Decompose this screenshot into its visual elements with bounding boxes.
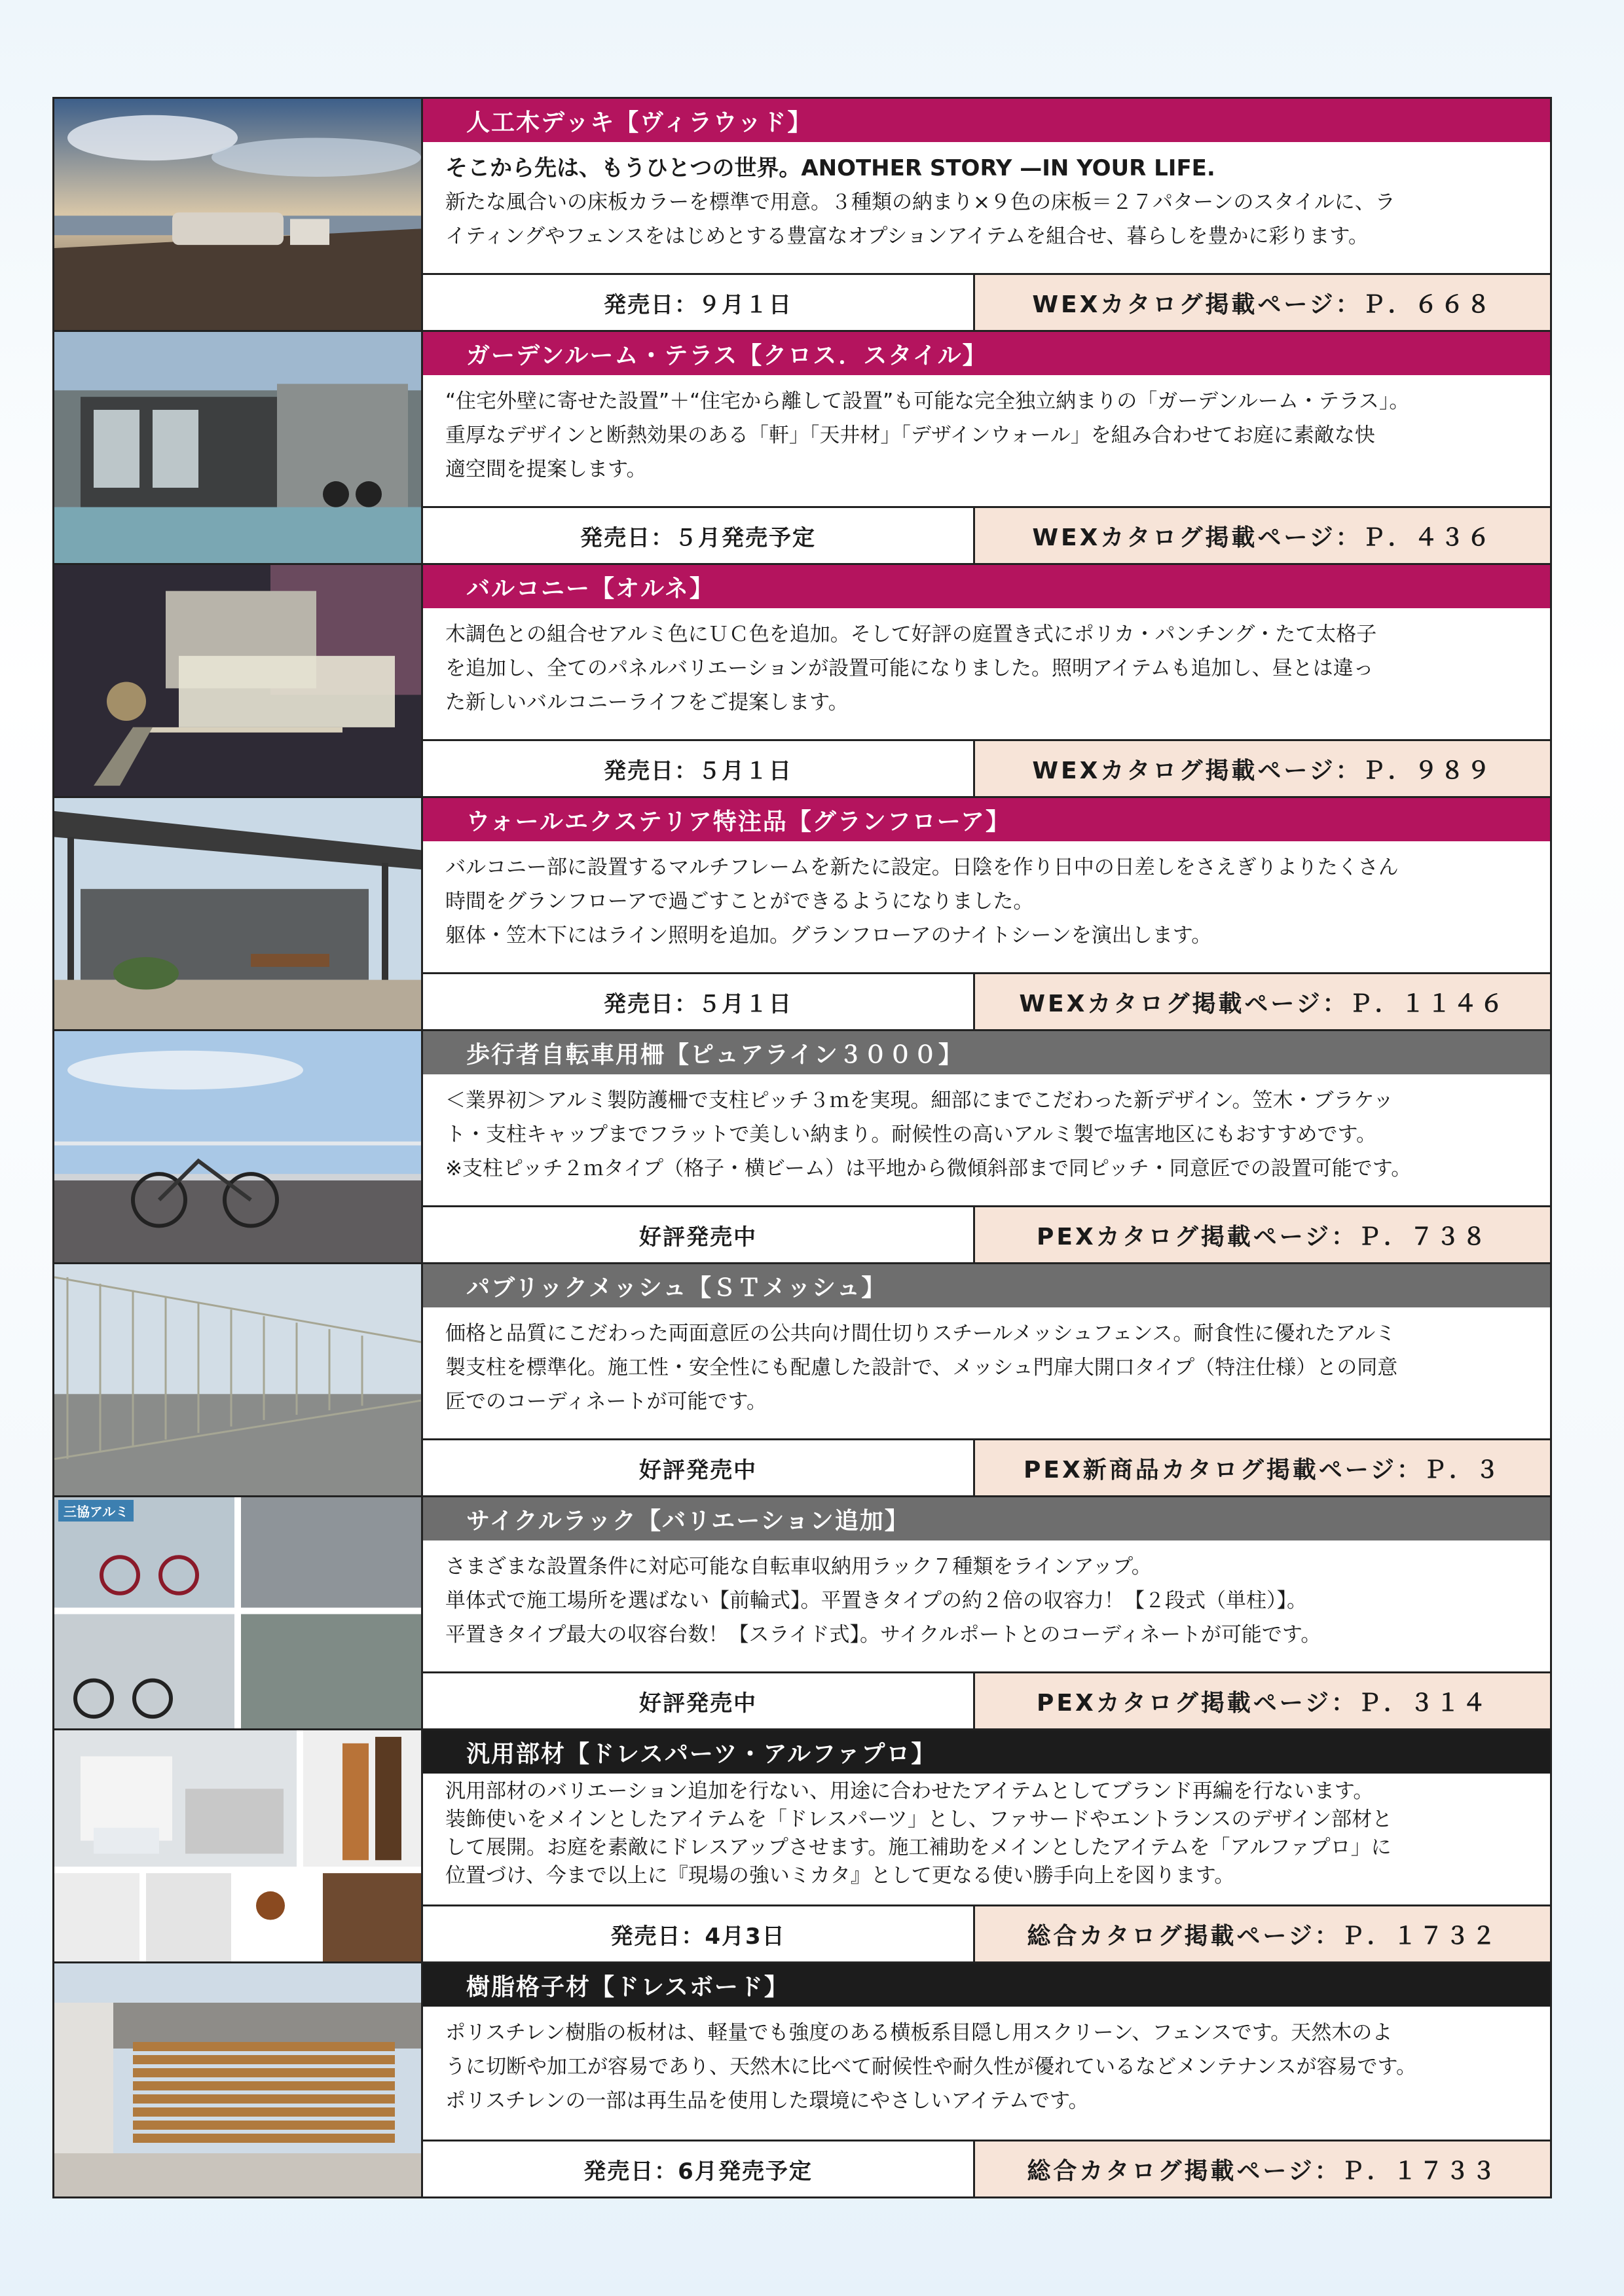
- product-description: [423, 142, 1550, 275]
- description-line: さまざまな設置条件に対応可能な自転車収納用ラック７種類をラインアップ。: [445, 1555, 1152, 1578]
- product-row-pure-line: [54, 1031, 1550, 1264]
- product-footer: [423, 1906, 1550, 1961]
- description-line: 躯体・笠木下にはライン照明を追加。グランフローアのナイトシーンを演出します。: [445, 924, 1212, 947]
- catalog-page: WEXカタログ掲載ページ：Ｐ．６６８: [975, 275, 1550, 330]
- release-date: 発売日：５月１日: [423, 974, 975, 1029]
- product-description: [423, 1074, 1550, 1207]
- release-date: 好評発売中: [423, 1673, 975, 1728]
- catalog-page: PEX新商品カタログ掲載ページ：Ｐ．３: [975, 1440, 1550, 1495]
- product-title: パブリックメッシュ【ＳＴメッシュ】: [423, 1264, 1550, 1307]
- product-footer: [423, 2141, 1550, 2196]
- product-lead: そこから先は、もうひとつの世界。ANOTHER STORY —IN YOUR LIFE.: [445, 155, 1215, 181]
- description-line: して展開。お庭を素敵にドレスアップさせます。施工補助をメインとしたアイテムを「アルファプロ」に: [445, 1836, 1392, 1859]
- product-photo: [54, 1264, 423, 1495]
- product-description: [423, 375, 1550, 508]
- catalog-page: PEXカタログ掲載ページ：Ｐ．７３８: [975, 1207, 1550, 1262]
- release-date: 好評発売中: [423, 1440, 975, 1495]
- release-date: 発売日：4月3日: [423, 1906, 975, 1961]
- description-line: ポリスチレンの一部は再生品を使用した環境にやさしいアイテムです。: [445, 2089, 1089, 2113]
- product-description: [423, 608, 1550, 741]
- description-line: “住宅外壁に寄せた設置”＋“住宅から離して設置”も可能な完全独立納まりの「ガーデンルーム・テラス」。: [445, 390, 1410, 413]
- product-photo: [54, 1730, 423, 1961]
- description-line: 位置づけ、今まで以上に『現場の強いミカタ』として更なる使い勝手向上を図ります。: [445, 1864, 1235, 1887]
- description-line: ＜業界初＞アルミ製防護柵で支柱ピッチ３ｍを実現。細部にまでこだわった新デザイン。笠木・ブラケッ: [445, 1089, 1394, 1112]
- deck-sunset-photo: [54, 99, 421, 330]
- cycle-rack-collage-photo: [54, 1497, 421, 1728]
- product-row-cross-style: [54, 332, 1550, 565]
- product-content: [423, 1497, 1550, 1728]
- description-line: うに切断や加工が容易であり、天然木に比べて耐候性や耐久性が優れているなどメンテナンスが容易です。: [445, 2055, 1417, 2079]
- resin-fence-photo: [54, 1963, 421, 2196]
- product-photo: [54, 565, 423, 796]
- description-line: 平置きタイプ最大の収容台数！【スライド式】。サイクルポートとのコーディネートが可能です。: [445, 1623, 1321, 1647]
- catalog-page: WEXカタログ掲載ページ：Ｐ．４３６: [975, 508, 1550, 563]
- release-date: 発売日：５月発売予定: [423, 508, 975, 563]
- product-footer: [423, 1673, 1550, 1728]
- product-photo: [54, 1497, 423, 1728]
- product-description: [423, 2007, 1550, 2141]
- product-row-cycle-rack: [54, 1497, 1550, 1730]
- product-photo: [54, 1031, 423, 1262]
- mesh-fence-photo: [54, 1264, 421, 1495]
- catalog-page: 総合カタログ掲載ページ：Ｐ．１７３３: [975, 2141, 1550, 2196]
- product-photo: [54, 332, 423, 563]
- description-line: 単体式で施工場所を選ばない【前輪式】。平置きタイプの約２倍の収容力！【２段式（単柱）】。: [445, 1589, 1307, 1613]
- product-title: 汎用部材【ドレスパーツ・アルファプロ】: [423, 1730, 1550, 1774]
- product-content: [423, 798, 1550, 1029]
- release-date: 発売日：５月１日: [423, 741, 975, 796]
- description-line: 時間をグランフローアで過ごすことができるようになりました。: [445, 890, 1034, 913]
- description-line: 価格と品質にこだわった両面意匠の公共向け間仕切りスチールメッシュフェンス。耐食性に優れたアルミ: [445, 1322, 1396, 1345]
- catalog-page: 総合カタログ掲載ページ：Ｐ．１７３２: [975, 1906, 1550, 1961]
- garden-room-photo: [54, 332, 421, 563]
- product-footer: [423, 974, 1550, 1029]
- product-footer: [423, 508, 1550, 563]
- product-content: [423, 99, 1550, 330]
- description-line: 製支柱を標準化。施工性・安全性にも配慮した設計で、メッシュ門扉大開口タイプ（特注仕様）との同意: [445, 1356, 1398, 1379]
- product-footer: [423, 741, 1550, 796]
- dress-parts-collage-photo: [54, 1730, 421, 1961]
- description-line: を追加し、全てのパネルバリエーションが設置可能になりました。照明アイテムも追加し、昼とは違っ: [445, 657, 1374, 680]
- product-content: [423, 1730, 1550, 1961]
- product-row-dress-parts: [54, 1730, 1550, 1963]
- terrace-frame-photo: [54, 798, 421, 1029]
- description-line: 匠でのコーディネートが可能です。: [445, 1390, 767, 1413]
- product-content: [423, 1031, 1550, 1262]
- catalog-page: WEXカタログ掲載ページ：Ｐ．９８９: [975, 741, 1550, 796]
- product-description: [423, 1540, 1550, 1673]
- product-photo: [54, 798, 423, 1029]
- product-title: 歩行者自転車用柵【ピュアライン３０００】: [423, 1031, 1550, 1074]
- description-line: 装飾使いをメインとしたアイテムを「ドレスパーツ」とし、ファサードやエントランスのデザイン部材と: [445, 1808, 1393, 1831]
- product-footer: [423, 1207, 1550, 1262]
- release-date: 発売日：6月発売予定: [423, 2141, 975, 2196]
- product-footer: [423, 1440, 1550, 1495]
- product-row-dress-board: [54, 1963, 1550, 2196]
- product-content: [423, 565, 1550, 796]
- product-title: ウォールエクステリア特注品【グランフローア】: [423, 798, 1550, 841]
- description-line: イティングやフェンスをはじめとする豊富なオプションアイテムを組合せ、暮らしを豊かに彩ります。: [445, 225, 1369, 248]
- product-content: [423, 1264, 1550, 1495]
- product-photo: [54, 1963, 423, 2196]
- product-title: ガーデンルーム・テラス【クロス．スタイル】: [423, 332, 1550, 375]
- description-line: 汎用部材のバリエーション追加を行ない、用途に合わせたアイテムとしてブランド再編を行ないます。: [445, 1779, 1374, 1803]
- description-line: 重厚なデザインと断熱効果のある「軒」「天井材」「デザインウォール」を組み合わせてお庭に素敵な快: [445, 424, 1375, 447]
- product-row-st-mesh: [54, 1264, 1550, 1497]
- product-list: [52, 97, 1552, 2198]
- product-title: 人工木デッキ【ヴィラウッド】: [423, 99, 1550, 142]
- product-description: [423, 841, 1550, 974]
- release-date: 好評発売中: [423, 1207, 975, 1262]
- product-row-villa-wood: [54, 99, 1550, 332]
- description-line: ポリスチレン樹脂の板材は、軽量でも強度のある横板系目隠し用スクリーン、フェンスです。天然木のよ: [445, 2021, 1393, 2045]
- brand-badge: 三協アルミ: [58, 1500, 134, 1522]
- product-content: [423, 332, 1550, 563]
- product-photo: [54, 99, 423, 330]
- product-title: サイクルラック【バリエーション追加】: [423, 1497, 1550, 1540]
- balcony-night-photo: [54, 565, 421, 796]
- description-line: 木調色との組合せアルミ色にＵＣ色を追加。そして好評の庭置き式にポリカ・パンチング・たて太格子: [445, 623, 1377, 646]
- product-title: バルコニー【オルネ】: [423, 565, 1550, 608]
- product-content: [423, 1963, 1550, 2196]
- description-line: 適空間を提案します。: [445, 458, 647, 481]
- product-description: [423, 1774, 1550, 1906]
- catalog-page: PEXカタログ掲載ページ：Ｐ．３１４: [975, 1673, 1550, 1728]
- description-line: バルコニー部に設置するマルチフレームを新たに設定。日陰を作り日中の日差しをさえぎりよりたくさん: [445, 856, 1399, 879]
- description-line: 新たな風合いの床板カラーを標準で用意。３種類の納まり×９色の床板＝２７パターンのスタイルに、ラ: [445, 191, 1395, 214]
- release-date: 発売日：９月１日: [423, 275, 975, 330]
- description-line: ※支柱ピッチ２ｍタイプ（格子・横ビーム）は平地から微傾斜部まで同ピッチ・同意匠での設置可能です。: [445, 1157, 1412, 1180]
- product-description: [423, 1307, 1550, 1440]
- description-line: た新しいバルコニーライフをご提案します。: [445, 691, 849, 714]
- description-line: ト・支柱キャップまでフラットで美しい納まり。耐候性の高いアルミ製で塩害地区にもおすすめです。: [445, 1123, 1376, 1146]
- product-row-grand-floor: [54, 798, 1550, 1031]
- catalog-page: WEXカタログ掲載ページ：Ｐ．１１４６: [975, 974, 1550, 1029]
- product-row-orne: [54, 565, 1550, 798]
- product-title: 樹脂格子材【ドレスボード】: [423, 1963, 1550, 2007]
- bicycle-fence-photo: [54, 1031, 421, 1262]
- product-footer: [423, 275, 1550, 330]
